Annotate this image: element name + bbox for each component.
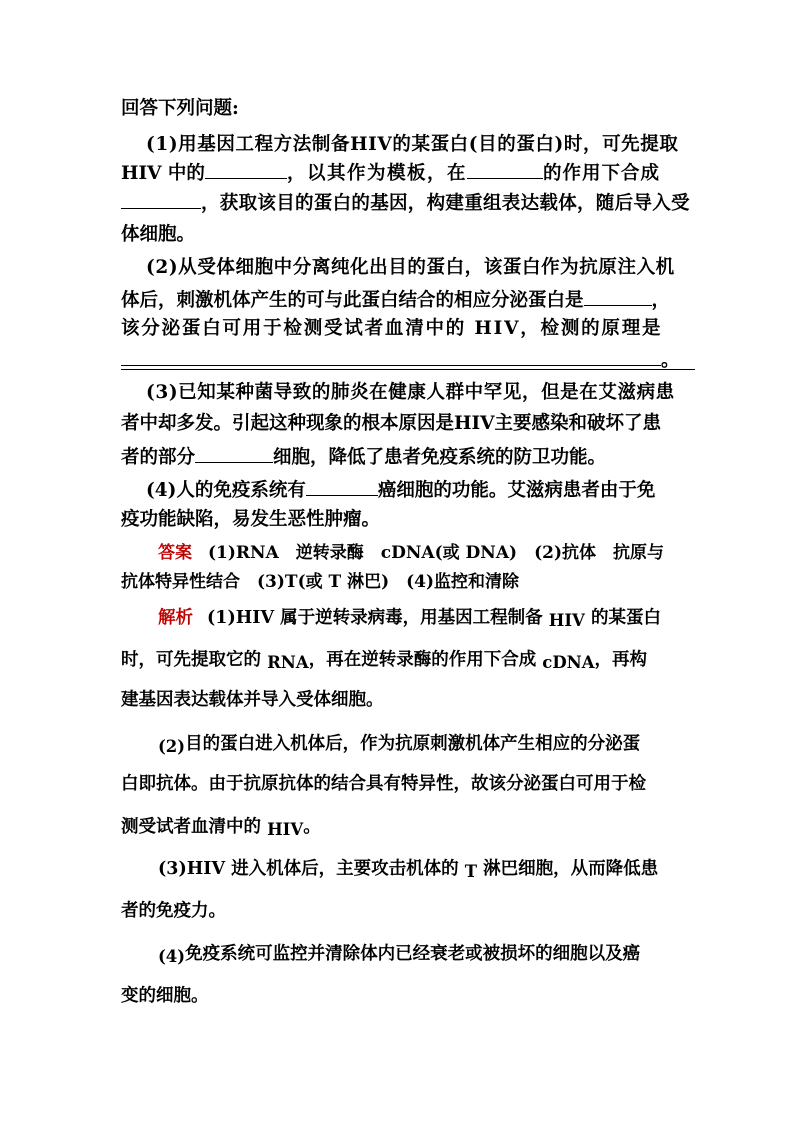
q4-blank-1 (306, 477, 378, 496)
explanation-p4-text-b: 免疫系统可监控并清除体内已经衰老或被损坏的细胞以及癌 (185, 944, 641, 964)
explanation-label: 解析 (158, 608, 193, 628)
q2-blank-1 (584, 287, 652, 306)
intro-text: 回答下列问题: (121, 98, 239, 119)
explanation-p4-num: (4) (158, 947, 186, 966)
explanation-p3-text-c: 淋巴细胞，从而降低患 (483, 859, 659, 879)
q1-blank-1 (205, 160, 287, 179)
q4-line-1 (146, 477, 655, 503)
explanation-p2-text-f: 。 (303, 817, 321, 837)
explanation-p1-cdna: cDNA (542, 653, 595, 672)
explanation-p1-text-h: ，再构 (594, 650, 648, 670)
q1-blank-3 (121, 190, 201, 209)
q4-text-a: (4)人的免疫系统有 (146, 480, 306, 501)
explanation-p1-hiv: HIV (548, 611, 585, 630)
explanation-p3-t: T (464, 862, 478, 881)
q2-blank-2 (121, 347, 661, 366)
explanation-line-7 (158, 857, 658, 881)
explanation-line-4 (158, 732, 640, 756)
explanation-p2-num: (2) (158, 737, 186, 756)
q1-line-4: 体细胞。 (121, 224, 196, 245)
explanation-line-2 (121, 648, 647, 672)
q3-line-2: 者中却多发。引起这种现象的根本原因是HIV主要感染和破坏了患 (121, 413, 661, 434)
explanation-line-1 (158, 606, 661, 630)
q2-line-3: 该分泌蛋白可用于检测受试者血清中的 HIV，检测的原理是 (121, 318, 663, 339)
q2-divider-line (121, 369, 695, 370)
explanation-p2-text-b: 目的蛋白进入机体后，作为抗原刺激机体产生相应的分泌蛋 (185, 734, 641, 754)
q4-line-2: 疫功能缺陷，易发生恶性肿瘤。 (121, 509, 381, 530)
explanation-line-3: 建基因表达载体并导入受体细胞。 (121, 690, 384, 710)
explanation-p1-text-c: 的某蛋白 (590, 608, 661, 628)
explanation-p3-text-a: (3)HIV 进入机体后，主要攻击机体的 (158, 859, 459, 879)
answer-label: 答案 (158, 543, 192, 563)
q1-blank-2 (467, 160, 543, 179)
q2-line-1: (2)从受体细胞中分离纯化出目的蛋白，该蛋白作为抗原注入机 (146, 257, 675, 278)
q2-line-2 (121, 287, 670, 313)
q1-text-c: 的作用下合成 (542, 163, 660, 184)
answer-text-1: (1)RNA 逆转录酶 cDNA(或 DNA) (2)抗体 抗原与 (208, 543, 664, 563)
explanation-p1-text-d: 时，可先提取它的 (121, 650, 261, 670)
explanation-line-6 (121, 815, 321, 839)
answer-line-1 (158, 541, 664, 565)
explanation-line-8: 者的免疫力。 (121, 901, 226, 921)
q2-text-b: ， (651, 290, 671, 311)
q1-text-a: HIV 中的 (121, 163, 205, 184)
q1-line-1: (1)用基因工程方法制备HIV的某蛋白(目的蛋白)时，可先提取 (146, 134, 679, 155)
explanation-line-5: 白即抗体。由于抗原抗体的结合具有特异性，故该分泌蛋白可用于检 (121, 774, 646, 794)
q3-text-b: 细胞，降低了患者免疫系统的防卫功能。 (273, 447, 607, 468)
q4-text-b: 癌细胞的功能。艾滋病患者由于免 (377, 480, 656, 501)
q3-blank-1 (195, 444, 273, 463)
q2-text-a: 体后，刺激机体产生的可与此蛋白结合的相应分泌蛋白是 (121, 290, 584, 311)
q2-text-c: 。 (661, 350, 680, 371)
q1-line-2 (121, 160, 660, 186)
explanation-line-9 (158, 942, 640, 966)
q1-text-b: ，以其作为模板，在 (286, 163, 467, 184)
explanation-p2-hiv: HIV (267, 820, 304, 839)
q1-line-3 (121, 190, 690, 216)
q3-text-a: 者的部分 (121, 447, 196, 468)
q3-line-3 (121, 444, 606, 470)
explanation-p1-text-f: ，再在逆转录酶的作用下合成 (308, 650, 537, 670)
explanation-line-10: 变的细胞。 (121, 986, 209, 1006)
q3-line-1: (3)已知某种菌导致的肺炎在健康人群中罕见，但是在艾滋病患 (146, 382, 675, 403)
explanation-p1-rna: RNA (267, 653, 309, 672)
answer-line-2: 抗体特异性结合 (3)T(或 T 淋巴) (4)监控和清除 (121, 572, 520, 592)
explanation-p1-text-a: (1)HIV 属于逆转录病毒，用基因工程制备 (207, 608, 543, 628)
explanation-p2-text-d: 测受试者血清中的 (121, 817, 261, 837)
q1-text-d: ，获取该目的蛋白的基因，构建重组表达载体，随后导入受 (201, 193, 690, 214)
